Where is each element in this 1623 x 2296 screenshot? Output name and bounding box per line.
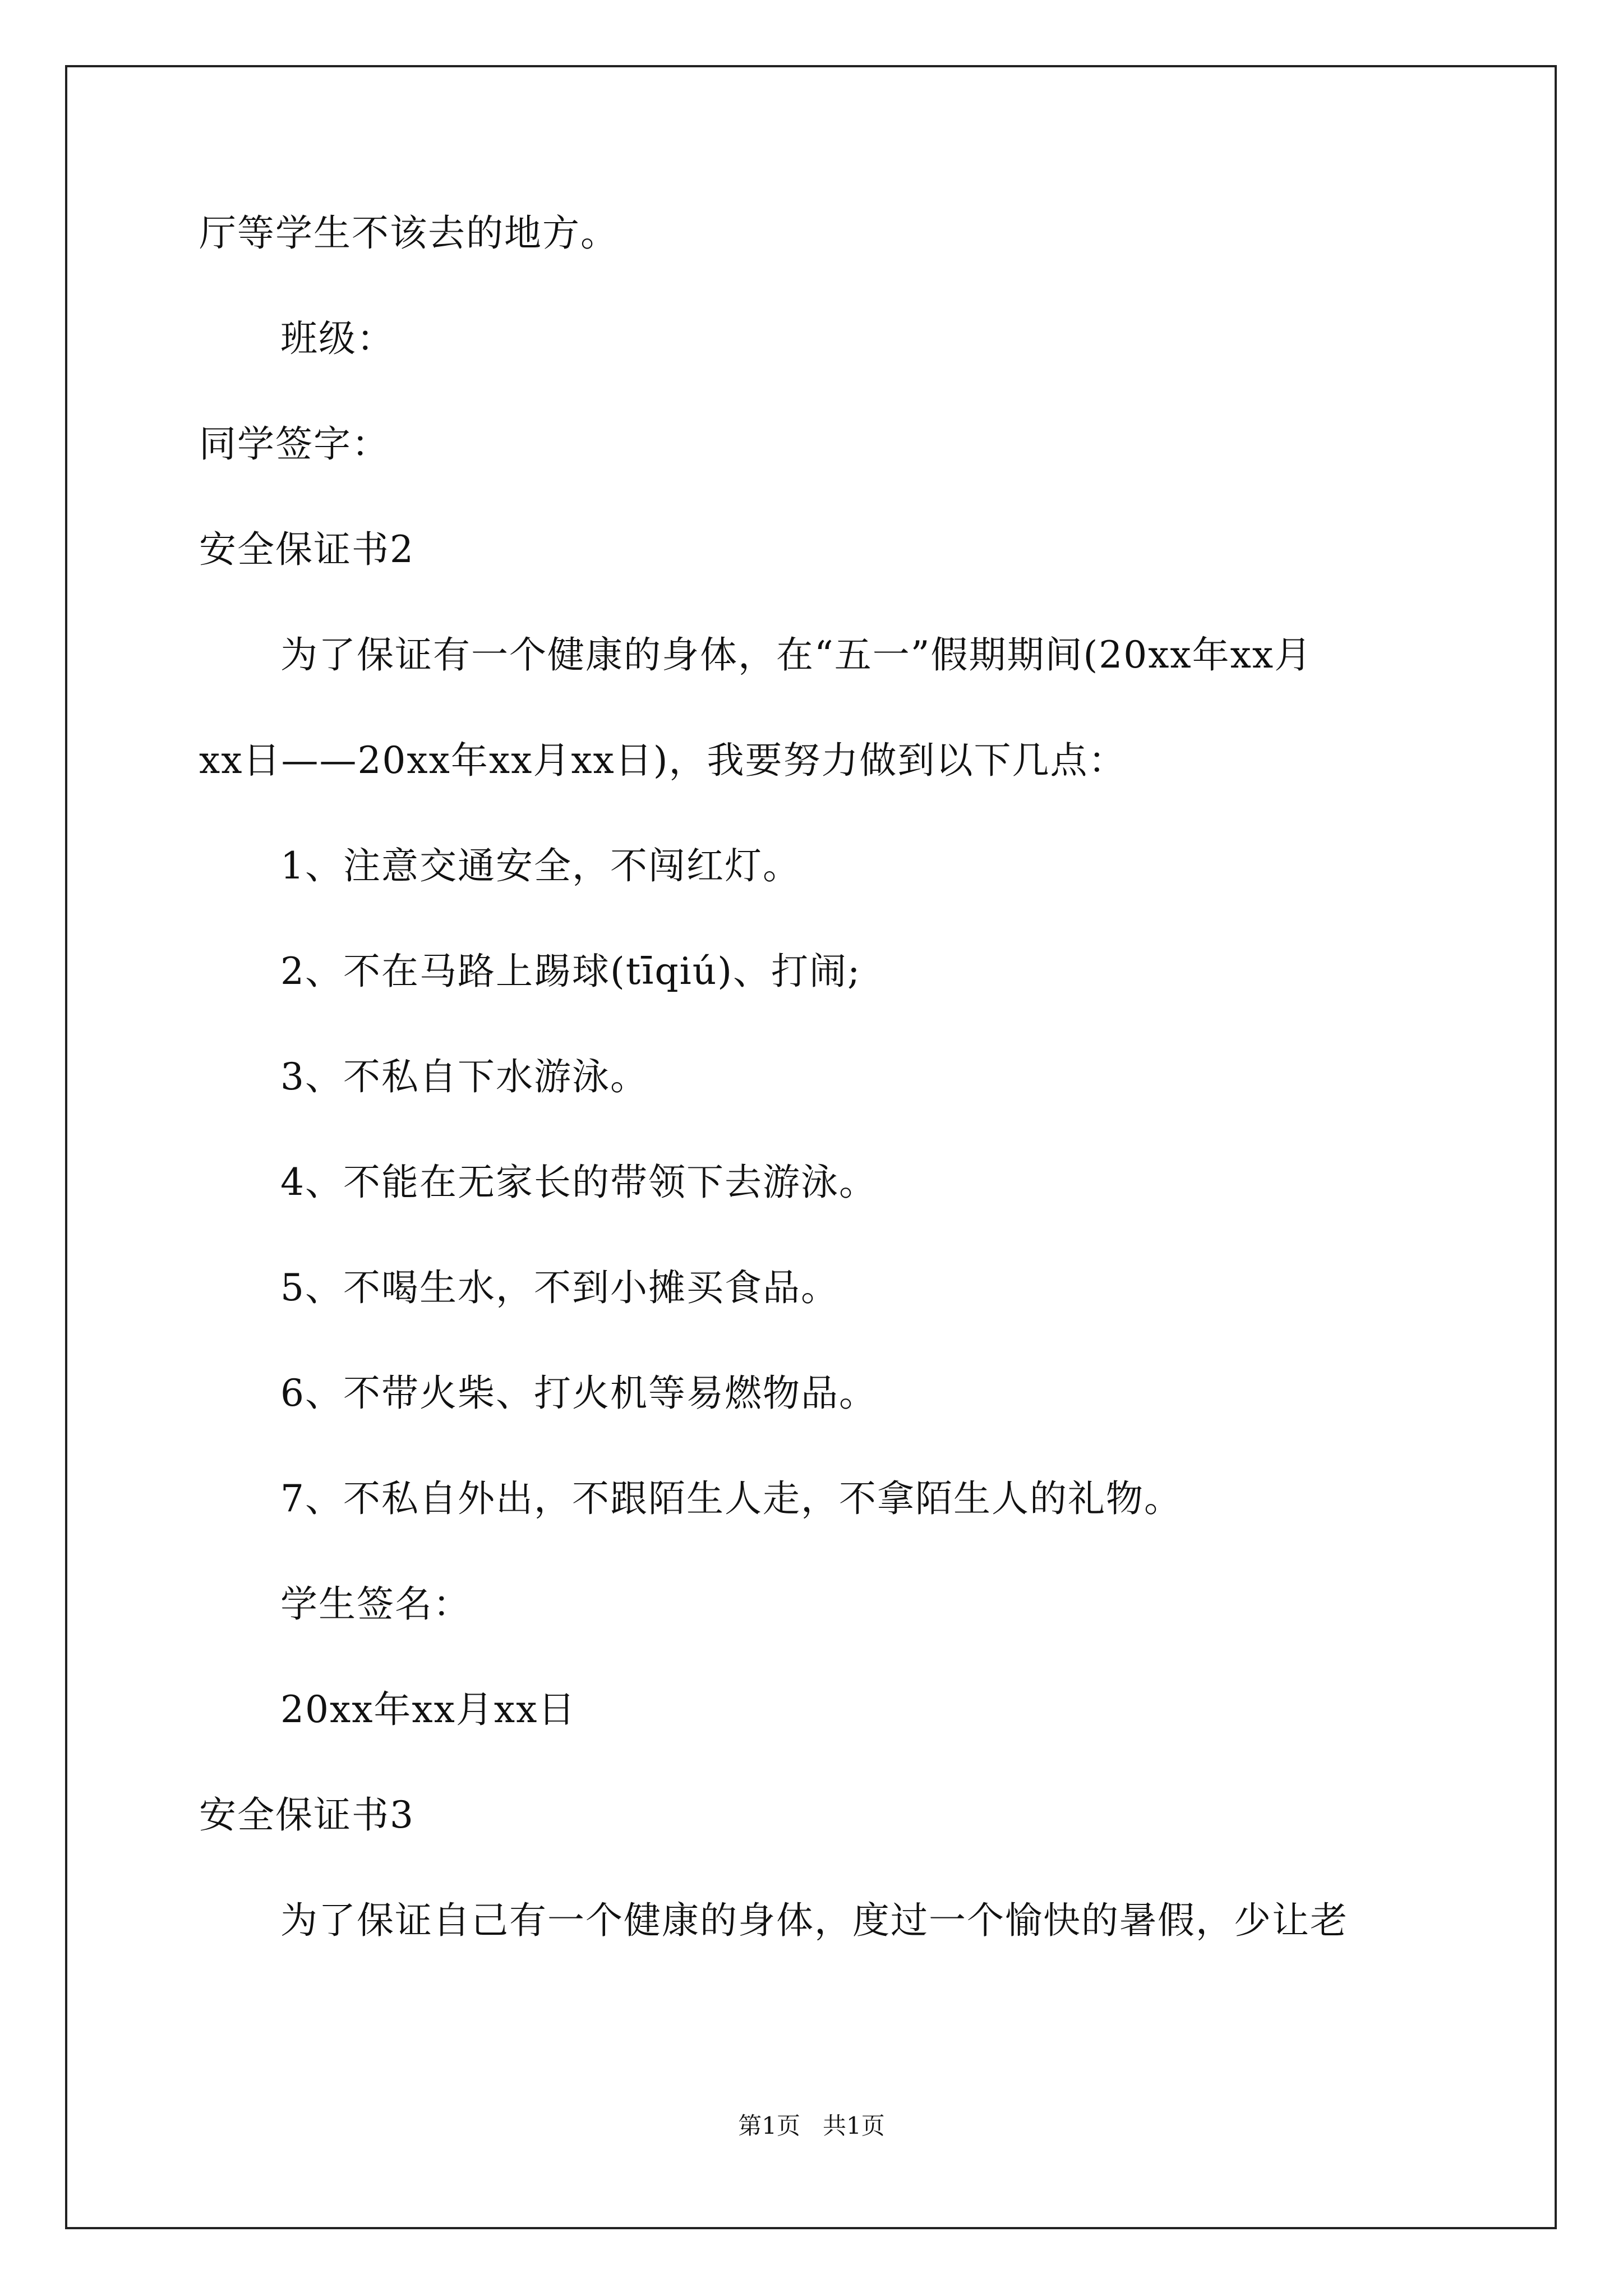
list-item-3: 3、不私自下水游泳。 (280, 1055, 648, 1098)
student-signature-label: 同学签字： (199, 422, 390, 466)
page-number-footer: 第1页 共1页 (738, 2112, 885, 2139)
list-item-6: 6、不带火柴、打火机等易燃物品。 (280, 1372, 877, 1415)
text-line-1: 厅等学生不该去的地方。 (199, 211, 619, 255)
paragraph-intro-line-2: xx日——20xx年xx月xx日)，我要努力做到以下几点： (199, 739, 1127, 782)
list-item-4: 4、不能在无家长的带领下去游泳。 (280, 1161, 877, 1204)
list-item-1: 1、注意交通安全，不闯红灯。 (280, 844, 801, 887)
section-heading-2: 安全保证书2 (199, 528, 414, 571)
date-line: 20xx年xx月xx日 (280, 1688, 577, 1731)
list-item-2: 2、不在马路上踢球(tīqiú)、打闹; (280, 950, 861, 993)
paragraph-3-line-1: 为了保证自己有一个健康的身体，度过一个愉快的暑假，少让老 (280, 1899, 1348, 1942)
section-heading-3: 安全保证书3 (199, 1793, 414, 1837)
list-item-5: 5、不喝生水，不到小摊买食品。 (280, 1266, 839, 1309)
paragraph-intro-line-1: 为了保证有一个健康的身体，在“五一”假期期间(20xx年xx月 (280, 633, 1313, 677)
student-sign-label: 学生签名： (280, 1582, 471, 1626)
class-label: 班级： (280, 317, 395, 360)
list-item-7: 7、不私自外出，不跟陌生人走，不拿陌生人的礼物。 (280, 1477, 1182, 1520)
